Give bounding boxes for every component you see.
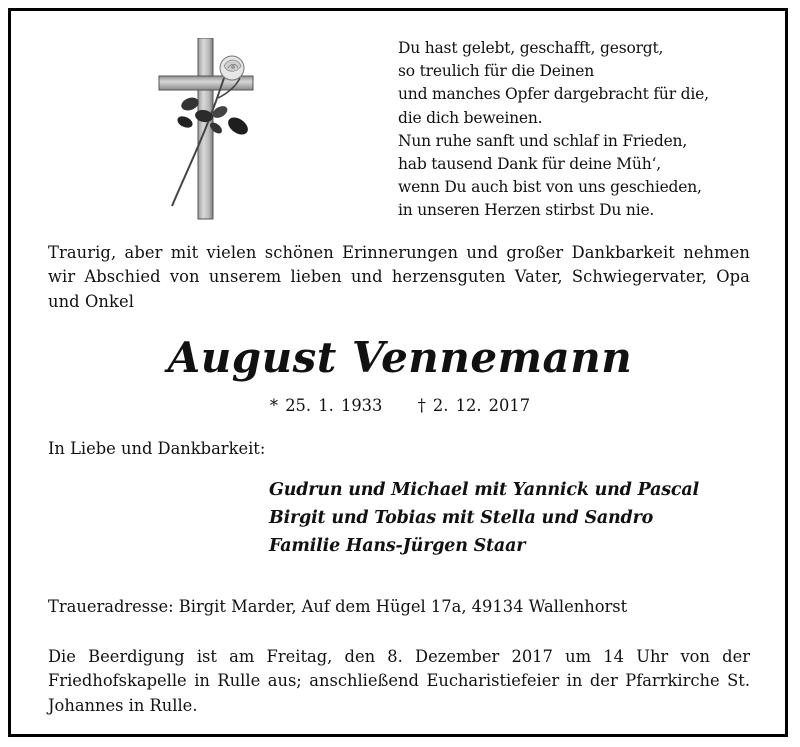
life-dates	[0, 394, 800, 418]
family-signatures	[269, 476, 699, 560]
intro-text: Traurig, aber mit vielen schönen Erinnerungen und großer Dankbarkeit nehmen wir Abschied von unserem lieben und herzensguten Vater, Schwiegervater, Opa und Onkel	[48, 243, 750, 311]
poem-line: in unseren Herzen stirbst Du nie.	[398, 201, 655, 220]
mourning-address: Traueradresse: Birgit Marder, Auf dem Hügel 17a, 49134 Wallenhorst	[48, 597, 628, 616]
poem-line: wenn Du auch bist von uns geschieden,	[398, 178, 702, 197]
family-line: Gudrun und Michael mit Yannick und Pascal	[269, 480, 699, 500]
deceased-name: August Vennemann	[167, 333, 633, 382]
family-line: Familie Hans-Jürgen Staar	[269, 536, 526, 556]
cross-with-rose-image	[158, 38, 254, 220]
poem-line: und manches Opfer dargebracht für die,	[398, 85, 709, 104]
poem-line: die dich beweinen.	[398, 108, 543, 127]
poem	[398, 37, 709, 223]
love-line: In Liebe und Dankbarkeit:	[48, 439, 266, 458]
poem-line: so treulich für die Deinen	[398, 62, 595, 81]
poem-line: hab tausend Dank für deine Müh‘,	[398, 155, 661, 174]
birth-date: * 25. 1. 1933	[269, 396, 383, 415]
funeral-details: Die Beerdigung ist am Freitag, den 8. Dezember 2017 um 14 Uhr von der Friedhofskapelle in Rulle aus; anschließend Eucharistiefeier in der Pfarrkirche St. Johannes in Rulle.	[48, 647, 750, 715]
poem-line: Nun ruhe sanft und schlaf in Frieden,	[398, 131, 688, 150]
poem-line: Du hast gelebt, geschafft, gesorgt,	[398, 39, 664, 57]
death-date: † 2. 12. 2017	[417, 396, 531, 415]
family-line: Birgit und Tobias mit Stella und Sandro	[269, 508, 654, 528]
